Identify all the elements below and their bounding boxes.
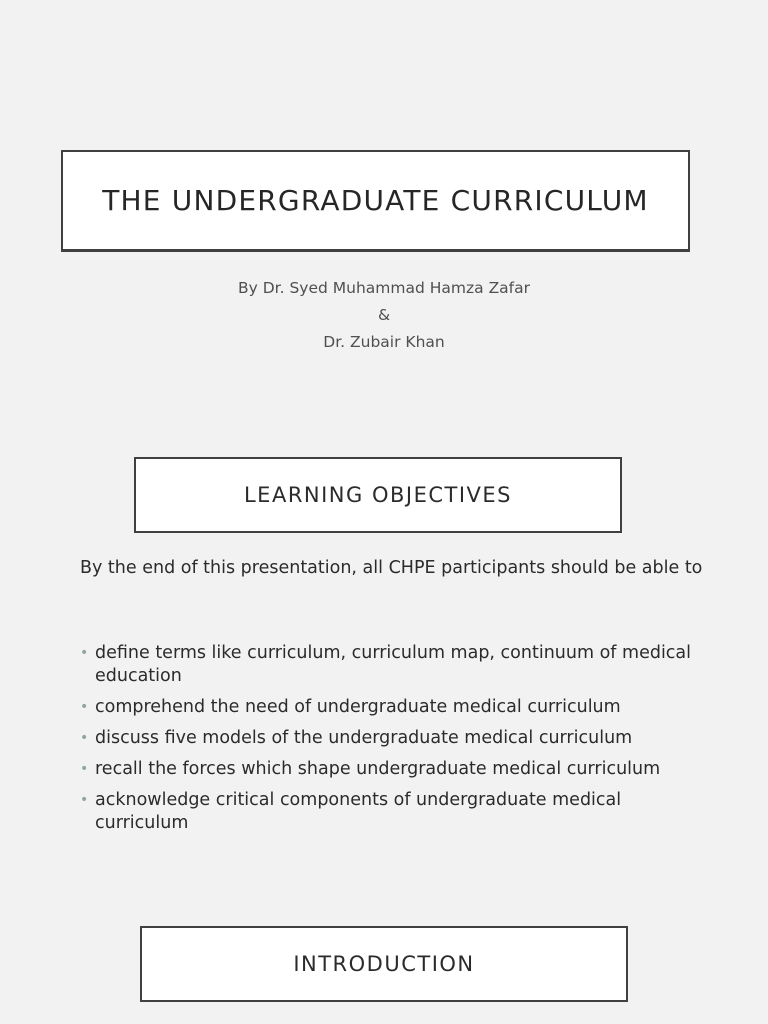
objective-text: acknowledge critical components of undergraduate medical curriculum: [95, 790, 622, 833]
list-item: [80, 696, 700, 719]
author-separator: &: [377, 306, 391, 324]
author-line-2: Dr. Zubair Khan: [323, 333, 445, 351]
title-slide-box: [61, 150, 690, 252]
objective-text: comprehend the need of undergraduate medical curriculum: [95, 697, 621, 717]
learning-objectives-heading: LEARNING OBJECTIVES: [243, 483, 513, 507]
list-item: [80, 727, 700, 750]
introduction-heading: INTRODUCTION: [293, 952, 475, 976]
objective-text: discuss five models of the undergraduate medical curriculum: [95, 728, 633, 748]
bullet-icon: •: [80, 730, 89, 746]
list-item: [80, 758, 700, 781]
objectives-list: [80, 642, 700, 843]
list-item: [80, 642, 700, 688]
learning-objectives-heading-box: [134, 457, 622, 533]
objective-text: define terms like curriculum, curriculum map, continuum of medical education: [95, 643, 692, 686]
document-title: THE UNDERGRADUATE CURRICULUM: [102, 184, 649, 217]
bullet-icon: •: [80, 645, 89, 661]
bullet-icon: •: [80, 699, 89, 715]
author-line-1: By Dr. Syed Muhammad Hamza Zafar: [237, 279, 531, 297]
authors-block: [0, 278, 768, 359]
introduction-heading-box: [140, 926, 628, 1002]
objective-text: recall the forces which shape undergraduate medical curriculum: [95, 759, 661, 779]
list-item: [80, 789, 700, 835]
bullet-icon: •: [80, 761, 89, 777]
bullet-icon: •: [80, 792, 89, 808]
objectives-intro-text: By the end of this presentation, all CHPE participants should be able to: [80, 558, 703, 578]
